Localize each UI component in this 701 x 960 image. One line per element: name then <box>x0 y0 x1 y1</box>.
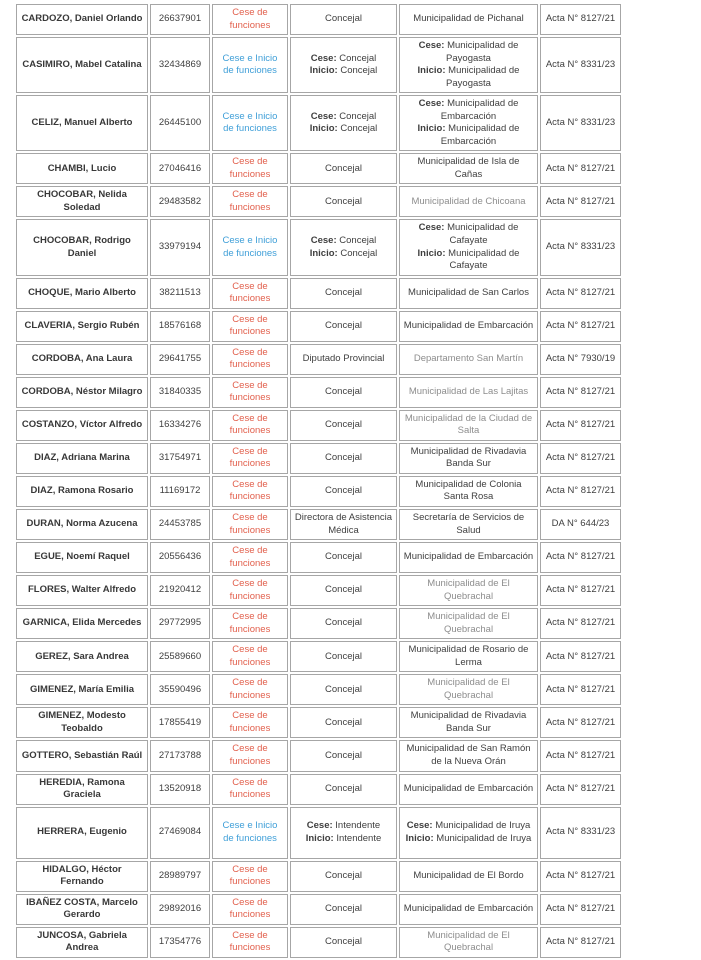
position-cell: Cese: Concejal Inicio: Concejal <box>290 37 397 93</box>
acta-cell: Acta N° 8127/21 <box>540 443 621 474</box>
table-row <box>16 278 621 309</box>
dni-cell: 25589660 <box>150 641 210 672</box>
organization-cell: Municipalidad de Rosario de Lerma <box>399 641 538 672</box>
dni-cell: 26445100 <box>150 95 210 151</box>
movement-cell: Cese de funciones <box>212 707 288 738</box>
organization-cell: Municipalidad de San Ramón de la Nueva Orán <box>399 740 538 771</box>
acta-cell: Acta N° 8127/21 <box>540 410 621 441</box>
dni-cell: 29641755 <box>150 344 210 375</box>
acta-cell: Acta N° 8127/21 <box>540 608 621 639</box>
person-name-cell: IBAÑEZ COSTA, Marcelo Gerardo <box>16 894 148 925</box>
movement-cell: Cese de funciones <box>212 443 288 474</box>
person-name-cell: FLORES, Walter Alfredo <box>16 575 148 606</box>
person-name-cell: GIMENEZ, Modesto Teobaldo <box>16 707 148 738</box>
organization-cell: Secretaría de Servicios de Salud <box>399 509 538 540</box>
table-row <box>16 740 621 771</box>
movement-cell: Cese de funciones <box>212 344 288 375</box>
position-cell: Concejal <box>290 278 397 309</box>
table-row <box>16 95 621 151</box>
dni-cell: 27173788 <box>150 740 210 771</box>
movement-cell: Cese de funciones <box>212 608 288 639</box>
dni-cell: 28989797 <box>150 861 210 892</box>
position-cell: Concejal <box>290 377 397 408</box>
position-cell: Cese: Concejal Inicio: Concejal <box>290 95 397 151</box>
dni-cell: 29892016 <box>150 894 210 925</box>
organization-cell: Municipalidad de El Quebrachal <box>399 608 538 639</box>
dni-cell: 11169172 <box>150 476 210 507</box>
person-name-cell: DIAZ, Ramona Rosario <box>16 476 148 507</box>
position-cell: Concejal <box>290 476 397 507</box>
organization-cell: Municipalidad de Embarcación <box>399 542 538 573</box>
table-row <box>16 608 621 639</box>
organization-cell: Municipalidad de Embarcación <box>399 774 538 805</box>
person-name-cell: HIDALGO, Héctor Fernando <box>16 861 148 892</box>
table-row <box>16 575 621 606</box>
acta-cell: Acta N° 8331/23 <box>540 807 621 859</box>
person-name-cell: HERRERA, Eugenio <box>16 807 148 859</box>
acta-cell: Acta N° 8331/23 <box>540 219 621 275</box>
person-name-cell: EGUE, Noemí Raquel <box>16 542 148 573</box>
acta-cell: Acta N° 8127/21 <box>540 861 621 892</box>
movement-cell: Cese de funciones <box>212 278 288 309</box>
acta-cell: Acta N° 8331/23 <box>540 37 621 93</box>
person-name-cell: CHOCOBAR, Nelida Soledad <box>16 186 148 217</box>
organization-cell: Municipalidad de Chicoana <box>399 186 538 217</box>
movement-cell: Cese de funciones <box>212 311 288 342</box>
organization-cell: Cese: Municipalidad de Cafayate Inicio: Municipalidad de Cafayate <box>399 219 538 275</box>
organization-cell: Municipalidad de San Carlos <box>399 278 538 309</box>
table-row <box>16 219 621 275</box>
dni-cell: 21920412 <box>150 575 210 606</box>
person-name-cell: COSTANZO, Víctor Alfredo <box>16 410 148 441</box>
position-cell: Concejal <box>290 774 397 805</box>
organization-cell: Cese: Municipalidad de Embarcación Inicio: Municipalidad de Embarcación <box>399 95 538 151</box>
acta-cell: Acta N° 8127/21 <box>540 542 621 573</box>
movement-cell: Cese de funciones <box>212 542 288 573</box>
acta-cell: Acta N° 8127/21 <box>540 153 621 184</box>
position-cell: Cese: Intendente Inicio: Intendente <box>290 807 397 859</box>
organization-cell: Municipalidad de El Bordo <box>399 861 538 892</box>
movement-cell: Cese de funciones <box>212 4 288 35</box>
movement-cell: Cese de funciones <box>212 509 288 540</box>
organization-cell: Municipalidad de la Ciudad de Salta <box>399 410 538 441</box>
person-name-cell: CHOQUE, Mario Alberto <box>16 278 148 309</box>
table-row <box>16 641 621 672</box>
dni-cell: 24453785 <box>150 509 210 540</box>
table-row <box>16 674 621 705</box>
acta-cell: Acta N° 7930/19 <box>540 344 621 375</box>
table-row <box>16 410 621 441</box>
table-row <box>16 542 621 573</box>
organization-cell: Municipalidad de El Quebrachal <box>399 927 538 958</box>
table-row <box>16 509 621 540</box>
dni-cell: 13520918 <box>150 774 210 805</box>
person-name-cell: DIAZ, Adriana Marina <box>16 443 148 474</box>
movement-cell: Cese de funciones <box>212 641 288 672</box>
movement-cell: Cese de funciones <box>212 927 288 958</box>
dni-cell: 17855419 <box>150 707 210 738</box>
position-cell: Concejal <box>290 707 397 738</box>
document-page <box>14 2 623 960</box>
person-name-cell: GOTTERO, Sebastián Raúl <box>16 740 148 771</box>
position-cell: Concejal <box>290 542 397 573</box>
position-cell: Diputado Provincial <box>290 344 397 375</box>
acta-cell: Acta N° 8127/21 <box>540 674 621 705</box>
table-row <box>16 476 621 507</box>
position-cell: Concejal <box>290 311 397 342</box>
position-cell: Concejal <box>290 927 397 958</box>
table-row <box>16 927 621 958</box>
person-name-cell: CASIMIRO, Mabel Catalina <box>16 37 148 93</box>
person-name-cell: CORDOBA, Ana Laura <box>16 344 148 375</box>
table-row <box>16 344 621 375</box>
position-cell: Concejal <box>290 641 397 672</box>
table-row <box>16 186 621 217</box>
organization-cell: Municipalidad de Embarcación <box>399 894 538 925</box>
acta-cell: Acta N° 8127/21 <box>540 927 621 958</box>
movement-cell: Cese e Inicio de funciones <box>212 37 288 93</box>
dni-cell: 20556436 <box>150 542 210 573</box>
dni-cell: 32434869 <box>150 37 210 93</box>
organization-cell: Municipalidad de El Quebrachal <box>399 674 538 705</box>
position-cell: Directora de Asistencia Médica <box>290 509 397 540</box>
movement-cell: Cese de funciones <box>212 575 288 606</box>
person-name-cell: DURAN, Norma Azucena <box>16 509 148 540</box>
acta-cell: Acta N° 8127/21 <box>540 4 621 35</box>
acta-cell: Acta N° 8127/21 <box>540 740 621 771</box>
movement-cell: Cese e Inicio de funciones <box>212 807 288 859</box>
acta-cell: Acta N° 8127/21 <box>540 894 621 925</box>
position-cell: Concejal <box>290 153 397 184</box>
movement-cell: Cese de funciones <box>212 186 288 217</box>
acta-cell: Acta N° 8127/21 <box>540 774 621 805</box>
table-row <box>16 377 621 408</box>
position-cell: Concejal <box>290 410 397 441</box>
organization-cell: Municipalidad de Isla de Cañas <box>399 153 538 184</box>
registry-table-body <box>16 4 621 958</box>
organization-cell: Municipalidad de Las Lajitas <box>399 377 538 408</box>
table-row <box>16 707 621 738</box>
person-name-cell: GARNICA, Elida Mercedes <box>16 608 148 639</box>
organization-cell: Municipalidad de Rivadavia Banda Sur <box>399 707 538 738</box>
table-row <box>16 807 621 859</box>
person-name-cell: HEREDIA, Ramona Graciela <box>16 774 148 805</box>
movement-cell: Cese de funciones <box>212 774 288 805</box>
acta-cell: Acta N° 8127/21 <box>540 476 621 507</box>
organization-cell: Cese: Municipalidad de Iruya Inicio: Municipalidad de Iruya <box>399 807 538 859</box>
dni-cell: 31754971 <box>150 443 210 474</box>
position-cell: Cese: Concejal Inicio: Concejal <box>290 219 397 275</box>
acta-cell: Acta N° 8127/21 <box>540 575 621 606</box>
dni-cell: 26637901 <box>150 4 210 35</box>
organization-cell: Municipalidad de Embarcación <box>399 311 538 342</box>
acta-cell: DA N° 644/23 <box>540 509 621 540</box>
dni-cell: 29483582 <box>150 186 210 217</box>
position-cell: Concejal <box>290 674 397 705</box>
movement-cell: Cese de funciones <box>212 861 288 892</box>
person-name-cell: GEREZ, Sara Andrea <box>16 641 148 672</box>
position-cell: Concejal <box>290 575 397 606</box>
movement-cell: Cese de funciones <box>212 153 288 184</box>
movement-cell: Cese de funciones <box>212 894 288 925</box>
dni-cell: 16334276 <box>150 410 210 441</box>
dni-cell: 31840335 <box>150 377 210 408</box>
dni-cell: 29772995 <box>150 608 210 639</box>
table-row <box>16 4 621 35</box>
movement-cell: Cese de funciones <box>212 740 288 771</box>
movement-cell: Cese e Inicio de funciones <box>212 95 288 151</box>
position-cell: Concejal <box>290 861 397 892</box>
dni-cell: 18576168 <box>150 311 210 342</box>
acta-cell: Acta N° 8331/23 <box>540 95 621 151</box>
movement-cell: Cese de funciones <box>212 674 288 705</box>
acta-cell: Acta N° 8127/21 <box>540 311 621 342</box>
person-name-cell: CLAVERIA, Sergio Rubén <box>16 311 148 342</box>
movement-cell: Cese de funciones <box>212 377 288 408</box>
acta-cell: Acta N° 8127/21 <box>540 186 621 217</box>
position-cell: Concejal <box>290 4 397 35</box>
table-row <box>16 153 621 184</box>
acta-cell: Acta N° 8127/21 <box>540 278 621 309</box>
movement-cell: Cese e Inicio de funciones <box>212 219 288 275</box>
person-name-cell: CELIZ, Manuel Alberto <box>16 95 148 151</box>
person-name-cell: JUNCOSA, Gabriela Andrea <box>16 927 148 958</box>
table-row <box>16 894 621 925</box>
movement-cell: Cese de funciones <box>212 476 288 507</box>
dni-cell: 17354776 <box>150 927 210 958</box>
position-cell: Concejal <box>290 894 397 925</box>
position-cell: Concejal <box>290 186 397 217</box>
person-name-cell: CHOCOBAR, Rodrigo Daniel <box>16 219 148 275</box>
organization-cell: Municipalidad de Colonia Santa Rosa <box>399 476 538 507</box>
table-row <box>16 311 621 342</box>
dni-cell: 27469084 <box>150 807 210 859</box>
registry-table <box>14 2 623 960</box>
position-cell: Concejal <box>290 443 397 474</box>
person-name-cell: CHAMBI, Lucio <box>16 153 148 184</box>
acta-cell: Acta N° 8127/21 <box>540 641 621 672</box>
acta-cell: Acta N° 8127/21 <box>540 707 621 738</box>
organization-cell: Municipalidad de Pichanal <box>399 4 538 35</box>
table-row <box>16 861 621 892</box>
organization-cell: Municipalidad de Rivadavia Banda Sur <box>399 443 538 474</box>
position-cell: Concejal <box>290 608 397 639</box>
table-row <box>16 37 621 93</box>
dni-cell: 33979194 <box>150 219 210 275</box>
position-cell: Concejal <box>290 740 397 771</box>
dni-cell: 27046416 <box>150 153 210 184</box>
person-name-cell: CARDOZO, Daniel Orlando <box>16 4 148 35</box>
person-name-cell: CORDOBA, Néstor Milagro <box>16 377 148 408</box>
dni-cell: 35590496 <box>150 674 210 705</box>
organization-cell: Departamento San Martín <box>399 344 538 375</box>
acta-cell: Acta N° 8127/21 <box>540 377 621 408</box>
person-name-cell: GIMENEZ, María Emilia <box>16 674 148 705</box>
dni-cell: 38211513 <box>150 278 210 309</box>
movement-cell: Cese de funciones <box>212 410 288 441</box>
organization-cell: Municipalidad de El Quebrachal <box>399 575 538 606</box>
organization-cell: Cese: Municipalidad de Payogasta Inicio: Municipalidad de Payogasta <box>399 37 538 93</box>
table-row <box>16 774 621 805</box>
table-row <box>16 443 621 474</box>
